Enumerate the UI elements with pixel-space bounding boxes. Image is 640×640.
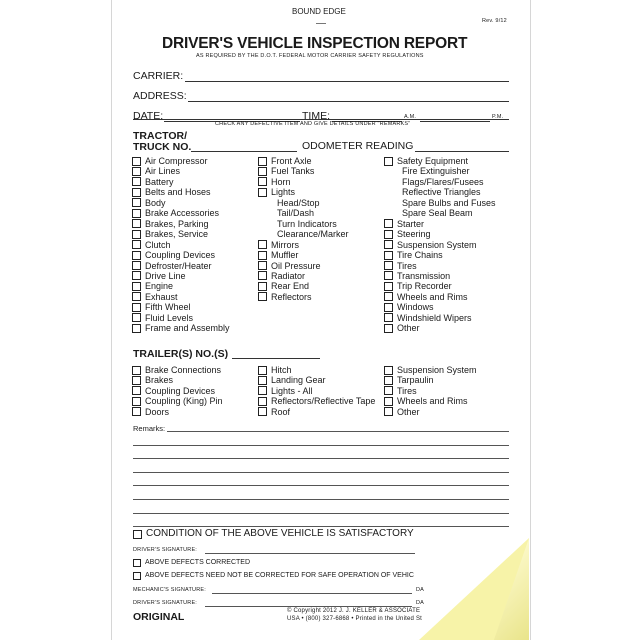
checkbox[interactable] (258, 397, 267, 406)
mechanic-signature-field[interactable] (212, 593, 412, 594)
tractor-item[interactable] (132, 261, 212, 271)
checklist-item-label: Lights - All (271, 385, 313, 396)
checkbox[interactable] (132, 167, 141, 176)
odometer-label: ODOMETER READING (302, 140, 414, 152)
remarks-line[interactable] (133, 445, 509, 446)
checkbox[interactable] (258, 292, 267, 301)
tractor-item[interactable] (132, 281, 173, 291)
tractor-item[interactable] (258, 166, 314, 176)
checklist-item-label: Fluid Levels (145, 312, 194, 323)
checkbox[interactable] (384, 292, 393, 301)
checklist-item-label: Transmission (397, 270, 451, 281)
checkbox[interactable] (258, 188, 267, 197)
tractor-item[interactable] (384, 219, 424, 229)
checklist-subitem-label: Head/Stop (277, 197, 320, 208)
tractor-item[interactable] (132, 229, 208, 239)
checklist-item-label: Doors (145, 406, 170, 417)
checkbox[interactable] (384, 366, 393, 375)
checkbox[interactable] (133, 572, 141, 580)
checklist-item-label: Landing Gear (271, 375, 326, 386)
checklist-item-label: Wheels and Rims (397, 396, 468, 407)
pm-label: P.M. (492, 114, 504, 120)
checkbox[interactable] (384, 324, 393, 333)
checkbox[interactable] (132, 313, 141, 322)
defects-corrected-text: ABOVE DEFECTS CORRECTED (145, 559, 251, 566)
carrier-field[interactable] (185, 81, 509, 82)
driver-signature-label: DRIVER'S SIGNATURE: (133, 547, 198, 553)
checkbox[interactable] (132, 303, 141, 312)
checklist-item-label: Windshield Wipers (397, 312, 472, 323)
checkbox[interactable] (384, 386, 393, 395)
checkbox[interactable] (384, 157, 393, 166)
checkbox[interactable] (132, 376, 141, 385)
checklist-subitem-label: Fire Extinguisher (402, 166, 470, 177)
checklist-item-label: Brakes, Parking (145, 218, 209, 229)
checkbox[interactable] (132, 230, 141, 239)
check-defective-note: CHECK ANY DEFECTIVE ITEM AND GIVE DETAILS UNDER "REMARKS" (215, 121, 411, 127)
original-copy-label: ORIGINAL (133, 611, 185, 623)
checklist-item-label: Trip Recorder (397, 281, 452, 292)
trailer-item[interactable] (132, 396, 223, 406)
trailer-item[interactable] (258, 365, 292, 375)
checklist-item-label: Front Axle (271, 156, 312, 166)
checklist-item-label: Brake Connections (145, 365, 222, 375)
checklist-item-label: Windows (397, 302, 434, 313)
remarks-line[interactable] (133, 499, 509, 500)
defects-not-corrected-text: ABOVE DEFECTS NEED NOT BE CORRECTED FOR SAFE OPERATION OF VEHIC (145, 572, 414, 579)
trailer-item[interactable] (258, 407, 290, 417)
date-abbrev-1: DA (416, 587, 425, 593)
address-field[interactable] (188, 101, 509, 102)
checkbox[interactable] (258, 271, 267, 280)
tractor-item[interactable] (132, 156, 208, 166)
checklist-item-label: Frame and Assembly (145, 323, 230, 334)
tractor-item[interactable] (132, 323, 230, 333)
checkbox[interactable] (384, 376, 393, 385)
driver-signature-2-label: DRIVER'S SIGNATURE: (133, 600, 198, 606)
tractor-item[interactable] (384, 302, 434, 312)
tractor-item[interactable] (384, 240, 477, 250)
checkbox[interactable] (258, 407, 267, 416)
checklist-item-label: Hitch (271, 365, 292, 375)
checklist-item-label: Engine (145, 281, 174, 292)
checklist-item-label: Clutch (145, 239, 171, 250)
tractor-label: TRACTOR/ (133, 130, 188, 142)
checklist-item-label: Air Lines (145, 166, 181, 177)
checklist-item-label: Other (397, 323, 420, 334)
checkbox[interactable] (258, 366, 267, 375)
checklist-item-label: Body (145, 197, 166, 208)
checkbox[interactable] (132, 366, 141, 375)
trailer-label: TRAILER(S) NO.(S) (133, 348, 229, 360)
tractor-item[interactable] (132, 166, 180, 176)
tractor-item[interactable] (384, 281, 452, 291)
checkbox[interactable] (132, 188, 141, 197)
checkbox[interactable] (384, 240, 393, 249)
checklist-item-label: Fifth Wheel (145, 302, 191, 313)
checklist-item-label: Suspension System (397, 239, 477, 250)
checklist-item-label: Tire Chains (397, 250, 443, 261)
trailer-no-field[interactable] (232, 358, 320, 359)
checkbox[interactable] (258, 240, 267, 249)
checkbox[interactable] (132, 157, 141, 166)
tractor-item[interactable] (384, 271, 450, 281)
checkbox[interactable] (384, 303, 393, 312)
checklist-item-label: Brake Accessories (145, 208, 220, 219)
tractor-item[interactable] (258, 281, 309, 291)
tractor-item[interactable] (384, 261, 417, 271)
checklist-item-label: Fuel Tanks (271, 166, 315, 177)
checklist-item-label: Mirrors (271, 239, 299, 250)
remarks-line[interactable] (133, 458, 509, 459)
tractor-item[interactable] (132, 208, 219, 218)
checkbox[interactable] (133, 530, 142, 539)
trailer-item[interactable] (258, 375, 326, 385)
trailer-item[interactable] (132, 375, 173, 385)
tractor-item[interactable] (132, 177, 174, 187)
condition-satisfactory-text: CONDITION OF THE ABOVE VEHICLE IS SATISFACTORY (146, 528, 414, 539)
checkbox[interactable] (384, 251, 393, 260)
checkbox[interactable] (384, 282, 393, 291)
tractor-item[interactable] (258, 250, 298, 260)
checklist-subitem-label: Tail/Dash (277, 208, 315, 219)
defects-not-corrected-checkbox[interactable] (133, 571, 414, 581)
trailer-item[interactable] (384, 386, 417, 396)
checkbox[interactable] (132, 397, 141, 406)
checklist-item-label: Other (397, 406, 420, 417)
date-label: DATE: (133, 110, 164, 122)
checkbox[interactable] (132, 292, 141, 301)
carrier-label: CARRIER: (133, 70, 184, 82)
truck-no-field[interactable] (191, 151, 297, 152)
checkbox[interactable] (258, 167, 267, 176)
checklist-subitem-label: Spare Bulbs and Fuses (402, 197, 496, 208)
mechanic-signature-label: MECHANIC'S SIGNATURE: (133, 587, 206, 593)
driver-signature-field[interactable] (205, 553, 415, 554)
checklist-item-label: Suspension System (397, 365, 477, 375)
tractor-item[interactable] (258, 261, 321, 271)
revision-label: Rev. 9/12 (482, 18, 507, 24)
checklist-item-label: Lights (271, 187, 296, 198)
tractor-item[interactable] (384, 313, 472, 323)
checkbox[interactable] (384, 397, 393, 406)
checklist-subitem-label: Spare Seal Beam (402, 208, 473, 219)
tractor-item[interactable] (258, 156, 312, 166)
checklist-item-label: Brakes (145, 375, 174, 386)
checklist-item-label: Defroster/Heater (145, 260, 212, 271)
checklist-item-label: Steering (397, 229, 431, 240)
condition-satisfactory-checkbox[interactable] (133, 529, 414, 539)
tractor-item[interactable] (132, 250, 215, 260)
checklist-item-label: Wheels and Rims (397, 291, 468, 302)
checkbox[interactable] (384, 407, 393, 416)
checklist-item-label: Reflectors/Reflective Tape (271, 396, 376, 407)
checkbox[interactable] (258, 261, 267, 270)
checklist-item-label: Safety Equipment (397, 156, 469, 166)
checklist-item-label: Tires (397, 260, 417, 271)
trailer-item[interactable] (132, 407, 169, 417)
copyright-text: © Copyright 2012 J. J. KELLER & ASSOCIATE (287, 608, 421, 614)
tractor-item[interactable] (132, 302, 191, 312)
checklist-item-label: Belts and Hoses (145, 187, 211, 198)
tractor-item[interactable] (384, 323, 420, 333)
checklist-item-label: Radiator (271, 270, 306, 281)
checkbox[interactable] (384, 271, 393, 280)
tractor-item[interactable] (258, 292, 312, 302)
form-title: DRIVER'S VEHICLE INSPECTION REPORT (162, 35, 468, 52)
date-abbrev-2: DA (416, 600, 425, 606)
trailer-item[interactable] (258, 386, 313, 396)
checkbox[interactable] (132, 261, 141, 270)
trailer-item[interactable] (258, 396, 375, 406)
checklist-item-label: Brakes, Service (145, 229, 209, 240)
tractor-item[interactable] (384, 229, 431, 239)
phone-text: USA • (800) 327-6868 • Printed in the United St (287, 616, 423, 622)
trailer-item[interactable] (132, 365, 221, 375)
am-label: A.M. (404, 114, 417, 120)
tractor-item[interactable] (132, 313, 193, 323)
checkbox[interactable] (132, 240, 141, 249)
remarks-line[interactable] (133, 513, 509, 514)
time-label: TIME: (302, 110, 330, 122)
tractor-item[interactable] (258, 187, 295, 197)
odometer-field[interactable] (415, 151, 509, 152)
address-label: ADDRESS: (133, 90, 187, 102)
checklist-subitem-label: Turn Indicators (277, 218, 337, 229)
trailer-item[interactable] (384, 365, 477, 375)
tractor-item[interactable] (132, 292, 178, 302)
trailer-item[interactable] (384, 407, 420, 417)
checkbox[interactable] (384, 261, 393, 270)
tractor-item[interactable] (384, 156, 468, 166)
checkbox[interactable] (258, 157, 267, 166)
remarks-label: Remarks: (133, 424, 166, 433)
time-pm-field[interactable] (420, 121, 490, 122)
driver-signature-2-field[interactable] (205, 606, 412, 607)
checklist-item-label: Coupling Devices (145, 250, 216, 261)
checkbox[interactable] (384, 230, 393, 239)
checkbox[interactable] (258, 251, 267, 260)
remarks-line[interactable] (167, 431, 509, 432)
checklist-item-label: Coupling Devices (145, 385, 216, 396)
checkbox[interactable] (384, 313, 393, 322)
tractor-item[interactable] (132, 271, 186, 281)
checkbox[interactable] (258, 376, 267, 385)
checkbox[interactable] (258, 177, 267, 186)
checkbox[interactable] (132, 282, 141, 291)
checkbox[interactable] (132, 251, 141, 260)
tractor-item[interactable] (132, 187, 211, 197)
tractor-item[interactable] (258, 271, 305, 281)
tractor-item[interactable] (132, 219, 209, 229)
checklist-item-label: Drive Line (145, 270, 186, 281)
bound-edge-label: BOUND EDGE (292, 7, 346, 16)
tractor-item[interactable] (132, 240, 171, 250)
tractor-item[interactable] (258, 177, 291, 187)
checkbox[interactable] (133, 559, 141, 567)
tractor-item[interactable] (384, 292, 468, 302)
bound-edge-mark (316, 23, 326, 24)
checklist-subitem-label: Reflective Triangles (402, 187, 481, 198)
checklist-item-label: Reflectors (271, 291, 312, 302)
checklist-item-label: Rear End (271, 281, 310, 292)
checklist-item-label: Muffler (271, 250, 299, 261)
remarks-line[interactable] (133, 472, 509, 473)
checkbox[interactable] (132, 407, 141, 416)
trailer-item[interactable] (384, 375, 434, 385)
checklist-item-label: Exhaust (145, 291, 178, 302)
checklist-subitem-label: Clearance/Marker (277, 229, 349, 240)
checkbox[interactable] (384, 219, 393, 228)
checkbox[interactable] (132, 386, 141, 395)
trailer-item[interactable] (132, 386, 215, 396)
truck-no-label: TRUCK NO. (133, 141, 192, 153)
checklist-item-label: Horn (271, 176, 291, 187)
checkbox[interactable] (132, 219, 141, 228)
checklist-item-label: Tires (397, 385, 417, 396)
tractor-item[interactable] (384, 250, 443, 260)
checklist-subitem-label: Flags/Flares/Fusees (402, 176, 484, 187)
tractor-item[interactable] (132, 198, 166, 208)
trailer-item[interactable] (384, 396, 468, 406)
checkbox[interactable] (132, 198, 141, 207)
checklist-item-label: Air Compressor (145, 156, 208, 166)
checkbox[interactable] (258, 386, 267, 395)
checklist-item-label: Battery (145, 176, 174, 187)
defects-corrected-checkbox[interactable] (133, 558, 250, 568)
remarks-line[interactable] (133, 485, 509, 486)
checkbox[interactable] (132, 271, 141, 280)
checklist-item-label: Oil Pressure (271, 260, 321, 271)
checklist-item-label: Roof (271, 406, 291, 417)
checkbox[interactable] (132, 209, 141, 218)
form-subtitle: AS REQUIRED BY THE D.O.T. FEDERAL MOTOR CARRIER SAFETY REGULATIONS (196, 53, 424, 59)
checklist-item-label: Starter (397, 218, 425, 229)
checkbox[interactable] (132, 177, 141, 186)
checkbox[interactable] (258, 282, 267, 291)
tractor-item[interactable] (258, 240, 299, 250)
checkbox[interactable] (132, 324, 141, 333)
checklist-item-label: Tarpaulin (397, 375, 434, 386)
checklist-item-label: Coupling (King) Pin (145, 396, 223, 407)
